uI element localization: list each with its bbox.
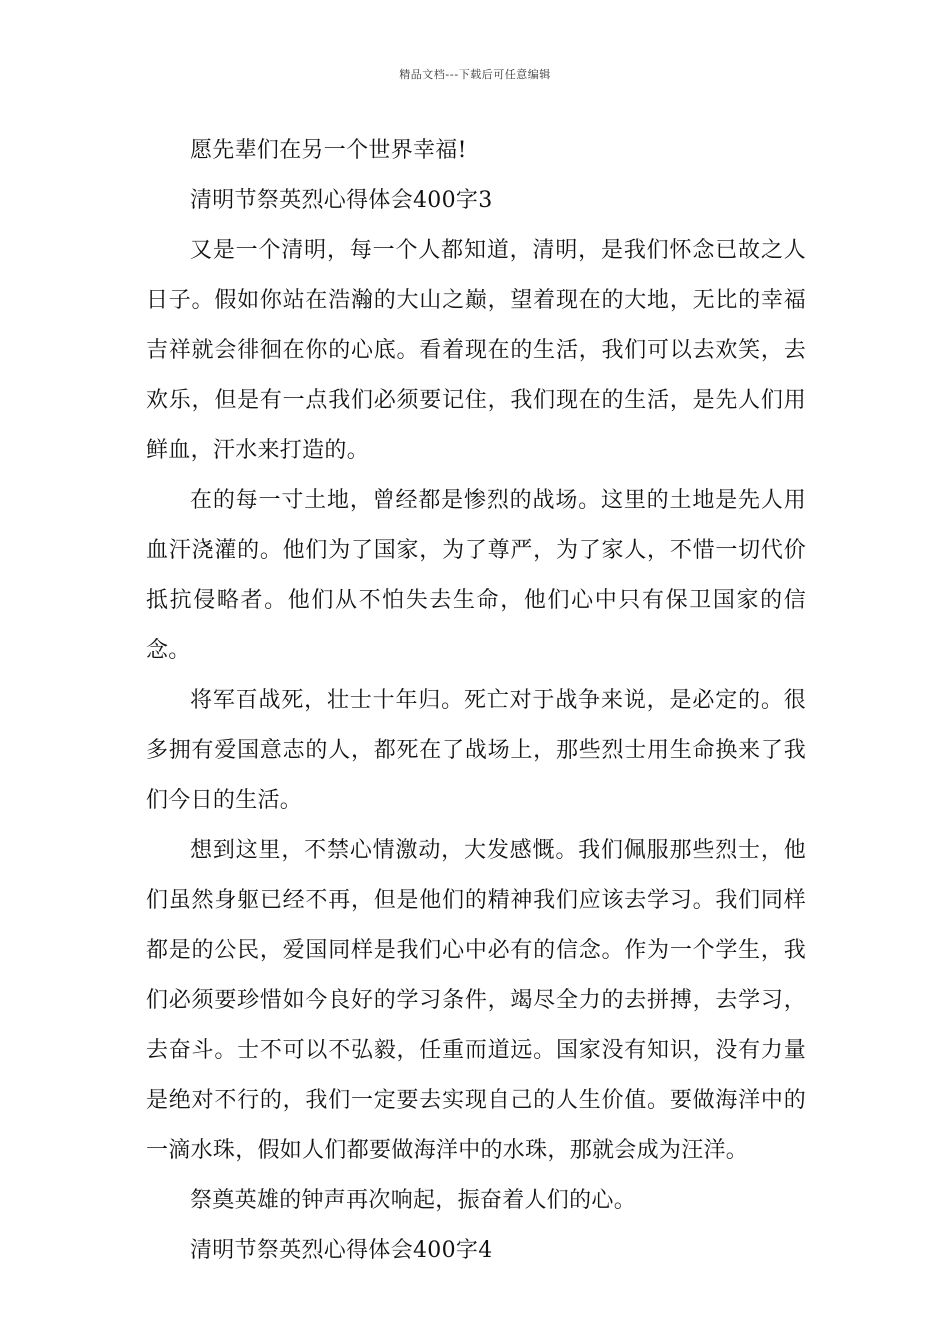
body-paragraph: 祭奠英雄的钟声再次响起，振奋着人们的心。 [190, 1188, 637, 1213]
body-paragraph: 在的每一寸土地，曾经都是惨烈的战场。这里的土地是先人用血汗浇灌的。他们为了国家，为了尊严，为了家人，不惜一切代价抵抗侵略者。他们从不怕失去生命，他们心中只有保卫国家的信念。 [146, 488, 806, 663]
body-paragraph: 又是一个清明，每一个人都知道，清明，是我们怀念已故之人日子。假如你站在浩瀚的大山之巅，望着现在的大地，无比的幸福吉祥就会徘徊在你的心底。看着现在的生活，我们可以去欢笑，去欢乐，但是有一点我们必须要记住，我们现在的生活，是先人们用鲜血，汗水来打造的。 [146, 238, 806, 463]
closing-line: 愿先辈们在另一个世界幸福! [190, 138, 467, 163]
body-paragraph: 想到这里，不禁心情激动，大发感慨。我们佩服那些烈士，他们虽然身躯已经不再，但是他们的精神我们应该去学习。我们同样都是的公民，爱国同样是我们心中必有的信念。作为一个学生，我们必须要珍惜如今良好的学习条件，竭尽全力的去拼搏，去学习，去奋斗。士不可以不弘毅，任重而道远。国家没有知识，没有力量是绝对不行的，我们一定要去实现自己的人生价值。要做海洋中的一滴水珠，假如人们都要做海洋中的水珠，那就会成为汪洋。 [146, 838, 806, 1163]
section-title: 清明节祭英烈心得体会400字4 [190, 1238, 493, 1263]
page-header: 精品文档---下载后可任意编辑 [399, 68, 551, 81]
section-title: 清明节祭英烈心得体会400字3 [190, 188, 493, 213]
document-body [146, 126, 806, 1276]
body-paragraph: 将军百战死，壮士十年归。死亡对于战争来说，是必定的。很多拥有爱国意志的人，都死在了战场上，那些烈士用生命换来了我们今日的生活。 [146, 688, 806, 813]
